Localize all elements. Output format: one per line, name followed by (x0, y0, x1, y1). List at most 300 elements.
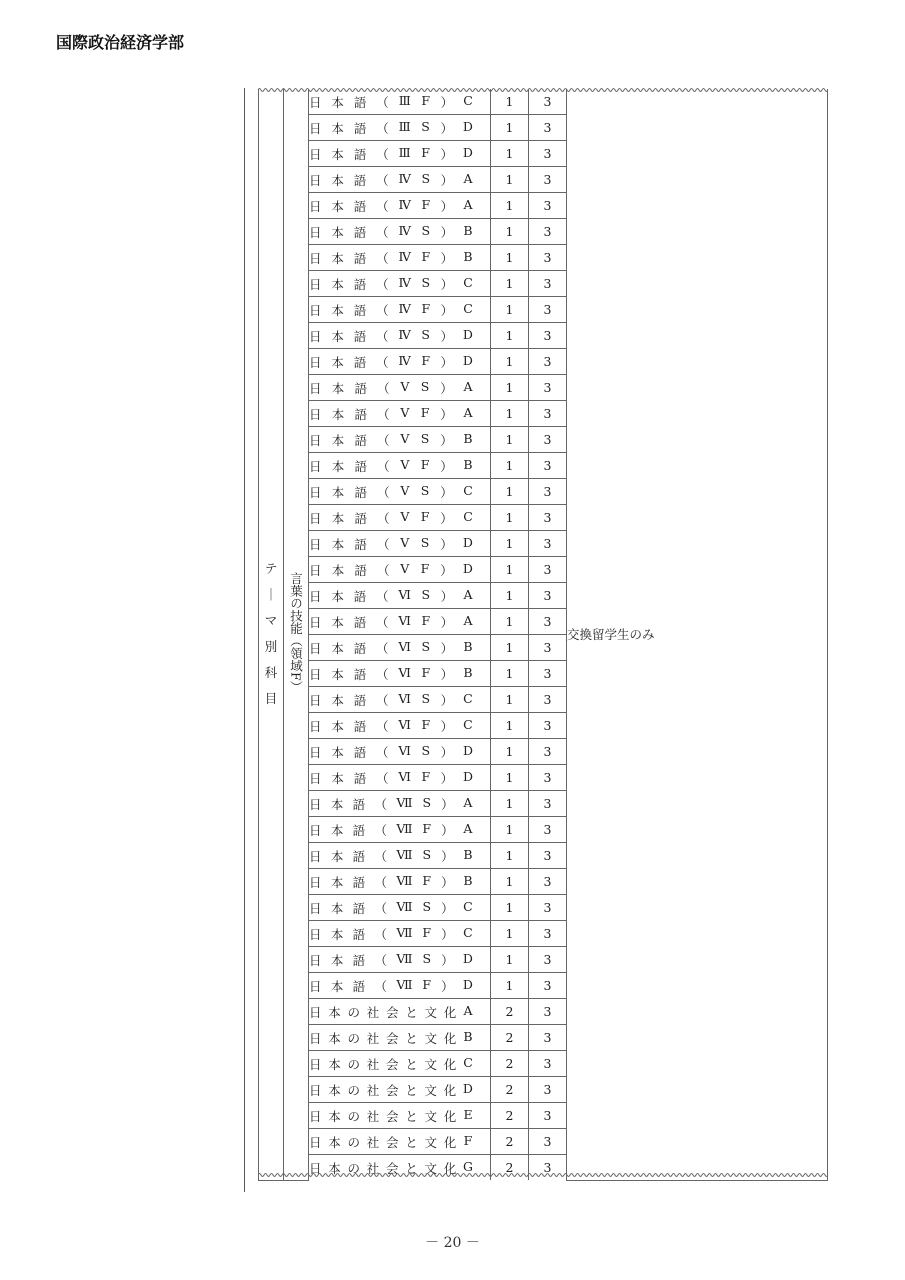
course-name (309, 197, 473, 215)
year-cell: 3 (529, 791, 567, 817)
credits-cell: 1 (491, 479, 529, 505)
course-name-char: 本 (328, 1134, 341, 1150)
course-name-char: （ (377, 510, 390, 526)
course-name-char: 会 (386, 1134, 399, 1150)
credits-cell: 2 (491, 1025, 529, 1051)
course-name-char: A (463, 794, 473, 810)
credits-cell: 1 (491, 635, 529, 661)
course-name-cell (309, 349, 491, 375)
course-name-char: 本 (328, 1004, 341, 1020)
course-name-char: 本 (331, 146, 344, 162)
credits-cell: 1 (491, 973, 529, 999)
course-name-char: S (422, 950, 432, 966)
course-name-cell (309, 1129, 491, 1155)
course-name-char: 語 (354, 432, 367, 448)
course-name-char: 語 (353, 614, 367, 630)
course-name-char: 日 (309, 276, 322, 292)
course-name-char: （ (376, 614, 389, 630)
course-name-char: 語 (354, 510, 367, 526)
course-name-char: F (420, 560, 430, 576)
course-name-cell (309, 843, 491, 869)
course-name-char: B (463, 664, 473, 680)
course-name-char: 文 (424, 1108, 438, 1124)
course-name-char: S (420, 482, 430, 498)
course-name-char: と (405, 1134, 418, 1150)
course-name-char: 語 (354, 380, 367, 396)
year-cell: 3 (529, 609, 567, 635)
course-name-char: A (463, 196, 473, 212)
course-name (309, 925, 473, 943)
course-name-char: Ⅵ (398, 742, 411, 758)
course-name-char: Ⅳ (398, 274, 411, 290)
course-name (309, 873, 473, 891)
course-name-char: D (462, 768, 473, 784)
course-name-char: B (463, 872, 473, 888)
course-name (309, 821, 473, 839)
credits-cell: 1 (491, 583, 529, 609)
course-name-char: 語 (353, 172, 367, 188)
course-name-char: C (463, 1054, 473, 1070)
credits-cell: 1 (491, 843, 529, 869)
course-name-cell (309, 947, 491, 973)
course-name-char: Ⅶ (396, 846, 413, 862)
course-name-char: G (463, 1158, 473, 1174)
course-name-char: の (347, 1108, 361, 1124)
course-name-char: 日 (309, 874, 322, 890)
course-name-char: C (463, 690, 473, 706)
course-name (309, 795, 473, 813)
course-name-char: 日 (309, 692, 322, 708)
course-name-char: ） (440, 588, 454, 604)
course-name-char: （ (376, 328, 389, 344)
course-name-char: 日 (309, 354, 322, 370)
course-name-char: 本 (331, 380, 345, 396)
course-name-char: 語 (354, 484, 367, 500)
credits-cell: 1 (491, 869, 529, 895)
course-name-char: ） (440, 614, 454, 630)
course-name (309, 431, 473, 449)
course-name-char: 日 (309, 146, 322, 162)
course-name-char: 日 (309, 770, 322, 786)
course-name (309, 1107, 473, 1125)
year-cell: 3 (529, 167, 567, 193)
course-name-char: 日 (309, 380, 322, 396)
course-name-char: 化 (443, 1160, 457, 1176)
course-name-char: 会 (385, 1082, 399, 1098)
course-name-char: 語 (353, 666, 367, 682)
course-name-cell (309, 453, 491, 479)
course-name-char: （ (374, 822, 387, 838)
course-name-cell (309, 1025, 491, 1051)
course-name (309, 743, 473, 761)
course-name-char: 日 (309, 666, 322, 682)
credits-cell: 1 (491, 297, 529, 323)
year-cell: 3 (529, 1077, 567, 1103)
course-name-char: 会 (386, 1030, 399, 1046)
credits-cell: 1 (491, 557, 529, 583)
course-name-char: 本 (331, 484, 345, 500)
course-name-char: 本 (331, 744, 344, 760)
course-name-char: 本 (328, 1160, 341, 1176)
course-name-char: 文 (424, 1160, 438, 1176)
course-name-char: 語 (352, 874, 366, 890)
course-name-cell (309, 869, 491, 895)
course-name-char: 日 (309, 328, 322, 344)
course-name-char: Ⅶ (396, 872, 413, 888)
category-cell (259, 89, 284, 1180)
course-name (309, 301, 473, 319)
course-name-char: 本 (331, 666, 344, 682)
course-name-char: ） (440, 484, 453, 500)
course-name (309, 171, 473, 189)
course-name-char: 日 (309, 1134, 322, 1150)
course-name-char: 本 (331, 510, 345, 526)
credits-cell: 1 (491, 739, 529, 765)
course-name-char: 社 (366, 1030, 380, 1046)
course-name (309, 249, 473, 267)
credits-cell: 1 (491, 323, 529, 349)
course-name-char: 日 (309, 510, 322, 526)
course-table (258, 89, 828, 1181)
credits-cell: 1 (491, 947, 529, 973)
course-name-char: （ (376, 172, 389, 188)
credits-cell: 1 (491, 531, 529, 557)
course-name-char: D (462, 118, 473, 134)
course-name (309, 1081, 473, 1099)
course-name-char: 語 (354, 536, 367, 552)
course-name (309, 613, 473, 631)
course-name-char: と (405, 1082, 418, 1098)
course-name-char: 日 (309, 1056, 322, 1072)
course-name-char: 語 (353, 718, 367, 734)
course-name-cell (309, 973, 491, 999)
year-cell: 3 (529, 687, 567, 713)
course-name-char: 本 (328, 1108, 341, 1124)
course-name (309, 535, 473, 553)
course-name-char: F (422, 872, 432, 888)
course-name-char: ） (441, 900, 454, 916)
course-name (309, 977, 473, 995)
course-name (309, 639, 473, 657)
credits-cell: 1 (491, 245, 529, 271)
year-cell: 3 (529, 583, 567, 609)
course-name-char: 日 (309, 224, 322, 240)
credits-cell: 1 (491, 427, 529, 453)
course-name-char: 本 (331, 302, 344, 318)
course-name-char: ） (440, 406, 453, 422)
course-name-char: Ⅴ (400, 560, 410, 576)
course-name-char: 文 (424, 1056, 438, 1072)
course-name (309, 899, 473, 917)
course-name-char: ） (441, 874, 454, 890)
credits-cell: 1 (491, 921, 529, 947)
course-name-char: （ (376, 250, 389, 266)
course-name-char: 語 (353, 744, 367, 760)
course-name-char: 本 (330, 926, 344, 942)
course-name-char: 語 (353, 198, 367, 214)
course-name-char: 日 (309, 1004, 322, 1020)
credits-cell: 1 (491, 765, 529, 791)
course-name-char: 日 (309, 302, 322, 318)
course-name-char: ） (440, 276, 454, 292)
course-name-char: （ (377, 536, 390, 552)
year-cell: 3 (529, 349, 567, 375)
credits-cell: 1 (491, 453, 529, 479)
course-name-char: 化 (443, 1108, 457, 1124)
credits-cell: 1 (491, 219, 529, 245)
course-name-char: Ⅳ (398, 326, 411, 342)
year-cell: 3 (529, 661, 567, 687)
course-name-char: （ (374, 848, 387, 864)
course-name-char: 語 (353, 276, 367, 292)
course-name-char: （ (376, 224, 389, 240)
course-name-cell (309, 89, 491, 115)
course-name-char: Ⅴ (400, 378, 410, 394)
course-name-char: 語 (353, 146, 367, 162)
course-name (309, 327, 473, 345)
course-name-cell (309, 401, 491, 427)
course-name-char: ） (441, 926, 454, 942)
course-name-char: Ⅶ (396, 950, 413, 966)
course-name-char: F (463, 1132, 473, 1148)
course-name-char: 本 (330, 874, 344, 890)
note-text: 交換留学生のみ (567, 627, 655, 643)
table-row (259, 89, 828, 115)
course-name-char: 本 (331, 172, 344, 188)
course-name-cell (309, 895, 491, 921)
course-name-char: C (463, 924, 473, 940)
course-name-char: B (463, 638, 473, 654)
year-cell: 3 (529, 739, 567, 765)
course-name-char: ） (440, 302, 454, 318)
course-name-char: 本 (331, 328, 344, 344)
course-name-char: （ (376, 198, 389, 214)
year-cell: 3 (529, 505, 567, 531)
course-name-char: ） (440, 172, 454, 188)
course-name-char: （ (376, 302, 389, 318)
course-name-char: C (463, 274, 473, 290)
course-name-char: Ⅶ (396, 924, 413, 940)
course-name-cell (309, 583, 491, 609)
course-name-char: F (421, 92, 430, 108)
course-name-char: 日 (309, 250, 322, 266)
course-name-char: F (422, 820, 432, 836)
course-name-char: 語 (353, 224, 367, 240)
course-name-char: 語 (352, 952, 366, 968)
course-name-char: 語 (352, 978, 366, 994)
course-name-char: 社 (366, 1108, 380, 1124)
course-name-char: S (421, 222, 431, 238)
course-name-char: D (462, 534, 473, 550)
course-name-char: 本 (331, 224, 344, 240)
course-name-char: ） (440, 562, 453, 578)
course-name-char: 日 (309, 614, 322, 630)
course-name-char: 語 (353, 302, 367, 318)
course-name-char: S (420, 534, 430, 550)
course-name-char: 本 (328, 1082, 341, 1098)
course-name-char: 語 (352, 796, 366, 812)
course-name-char: 化 (443, 1134, 457, 1150)
course-name-char: 日 (309, 1082, 322, 1098)
course-name-char: 語 (353, 250, 367, 266)
course-name-char: 本 (331, 536, 345, 552)
course-name-char: 日 (309, 822, 322, 838)
course-name-char: ） (440, 198, 454, 214)
course-name-char: A (463, 378, 473, 394)
course-name-cell (309, 817, 491, 843)
page-number: － 20 － (425, 1235, 480, 1251)
course-name-char: B (463, 430, 473, 446)
course-name-char: ） (440, 328, 454, 344)
course-name-char: 日 (309, 1108, 322, 1124)
course-name-char: 文 (424, 1134, 438, 1150)
course-name-cell (309, 921, 491, 947)
course-name-char: 日 (309, 952, 322, 968)
course-name-cell (309, 167, 491, 193)
credits-cell: 1 (491, 817, 529, 843)
course-name-char: と (405, 1004, 418, 1020)
course-name-char: ） (440, 770, 454, 786)
course-name-cell (309, 999, 491, 1025)
course-name-char: （ (376, 718, 389, 734)
credits-cell: 1 (491, 349, 529, 375)
credits-cell: 1 (491, 141, 529, 167)
course-name-char: S (421, 742, 431, 758)
course-name-char: 本 (328, 1030, 341, 1046)
course-name (309, 457, 473, 475)
course-name-char: ） (441, 848, 454, 864)
course-name-char: （ (374, 952, 387, 968)
course-name-char: 文 (424, 1030, 438, 1046)
course-name-char: Ⅳ (398, 196, 411, 212)
course-name-char: （ (377, 484, 390, 500)
year-cell: 3 (529, 531, 567, 557)
course-name-char: C (463, 716, 473, 732)
course-name-char: 会 (386, 1160, 399, 1176)
course-name-char: と (405, 1160, 418, 1176)
course-name-cell (309, 661, 491, 687)
course-name-char: ） (440, 94, 454, 110)
course-name-char: （ (377, 562, 390, 578)
course-name-char: B (463, 248, 473, 264)
course-name-char: （ (374, 978, 387, 994)
course-name-char: 日 (309, 640, 322, 656)
course-name-char: ） (441, 822, 454, 838)
course-name-cell (309, 557, 491, 583)
course-name-cell (309, 115, 491, 141)
course-name-char: 本 (330, 848, 344, 864)
course-name (309, 717, 473, 735)
course-name-char: と (405, 1108, 418, 1124)
course-name-cell (309, 1051, 491, 1077)
course-name-char: ） (440, 744, 454, 760)
course-name-char: D (462, 976, 473, 992)
course-name-char: 本 (330, 900, 344, 916)
credits-cell: 1 (491, 375, 529, 401)
course-name (309, 587, 473, 605)
course-name (309, 769, 473, 787)
course-name-char: Ⅵ (398, 690, 411, 706)
course-name-char: Ⅵ (398, 612, 411, 628)
credits-cell: 1 (491, 609, 529, 635)
margin-rule (244, 88, 245, 1192)
course-name-char: （ (374, 926, 387, 942)
course-name-char: 化 (443, 1004, 457, 1020)
course-name-cell (309, 713, 491, 739)
year-cell: 3 (529, 1051, 567, 1077)
course-name-char: 語 (353, 640, 367, 656)
table-bottom-break-line (258, 1171, 828, 1179)
course-name-char: S (422, 846, 432, 862)
course-name-char: Ⅵ (398, 716, 411, 732)
year-cell: 3 (529, 1025, 567, 1051)
course-name-char: （ (376, 94, 389, 110)
course-name-char: B (463, 1028, 473, 1044)
year-cell: 3 (529, 193, 567, 219)
course-name-char: S (421, 326, 430, 342)
course-name-char: D (462, 352, 473, 368)
year-cell: 3 (529, 869, 567, 895)
credits-cell: 2 (491, 1129, 529, 1155)
course-name (309, 483, 473, 501)
course-name-char: の (347, 1030, 361, 1046)
course-name-cell (309, 323, 491, 349)
course-name-char: Ⅲ (398, 118, 411, 134)
credits-cell: 1 (491, 271, 529, 297)
course-name-char: （ (376, 146, 389, 162)
year-cell: 3 (529, 297, 567, 323)
credits-cell: 2 (491, 1077, 529, 1103)
course-name-char: 日 (309, 1160, 322, 1176)
year-cell: 3 (529, 401, 567, 427)
course-name-char: C (463, 898, 473, 914)
course-name (309, 665, 473, 683)
course-name-char: 日 (309, 172, 322, 188)
course-name-char: 日 (309, 744, 322, 760)
year-cell: 3 (529, 1103, 567, 1129)
course-name-char: 語 (352, 926, 366, 942)
credits-cell: 1 (491, 661, 529, 687)
year-cell: 3 (529, 999, 567, 1025)
year-cell: 3 (529, 1129, 567, 1155)
course-name-char: 社 (366, 1160, 380, 1176)
course-name (309, 93, 473, 111)
course-name (309, 145, 473, 163)
course-name-cell (309, 635, 491, 661)
credits-cell: 1 (491, 687, 529, 713)
course-name (309, 561, 473, 579)
course-name (309, 405, 473, 423)
course-name-char: 日 (309, 588, 322, 604)
course-name-char: ） (440, 354, 454, 370)
course-name-char: S (420, 378, 430, 394)
course-name-char: の (347, 1082, 360, 1098)
credits-cell: 1 (491, 713, 529, 739)
course-name-char: S (421, 586, 431, 602)
credits-cell: 2 (491, 1155, 529, 1181)
course-name-char: B (463, 456, 473, 472)
course-name (309, 1029, 473, 1047)
course-name-char: Ⅴ (400, 430, 410, 446)
course-name-char: C (463, 300, 473, 316)
course-name-char: 本 (330, 796, 344, 812)
course-name-char: 本 (331, 276, 344, 292)
course-name-char: 本 (331, 692, 344, 708)
course-name-char: S (421, 274, 431, 290)
course-name-char: （ (376, 666, 389, 682)
course-name-char: （ (376, 276, 389, 292)
subcategory-label: 言葉の技能（領域F） (288, 572, 304, 694)
